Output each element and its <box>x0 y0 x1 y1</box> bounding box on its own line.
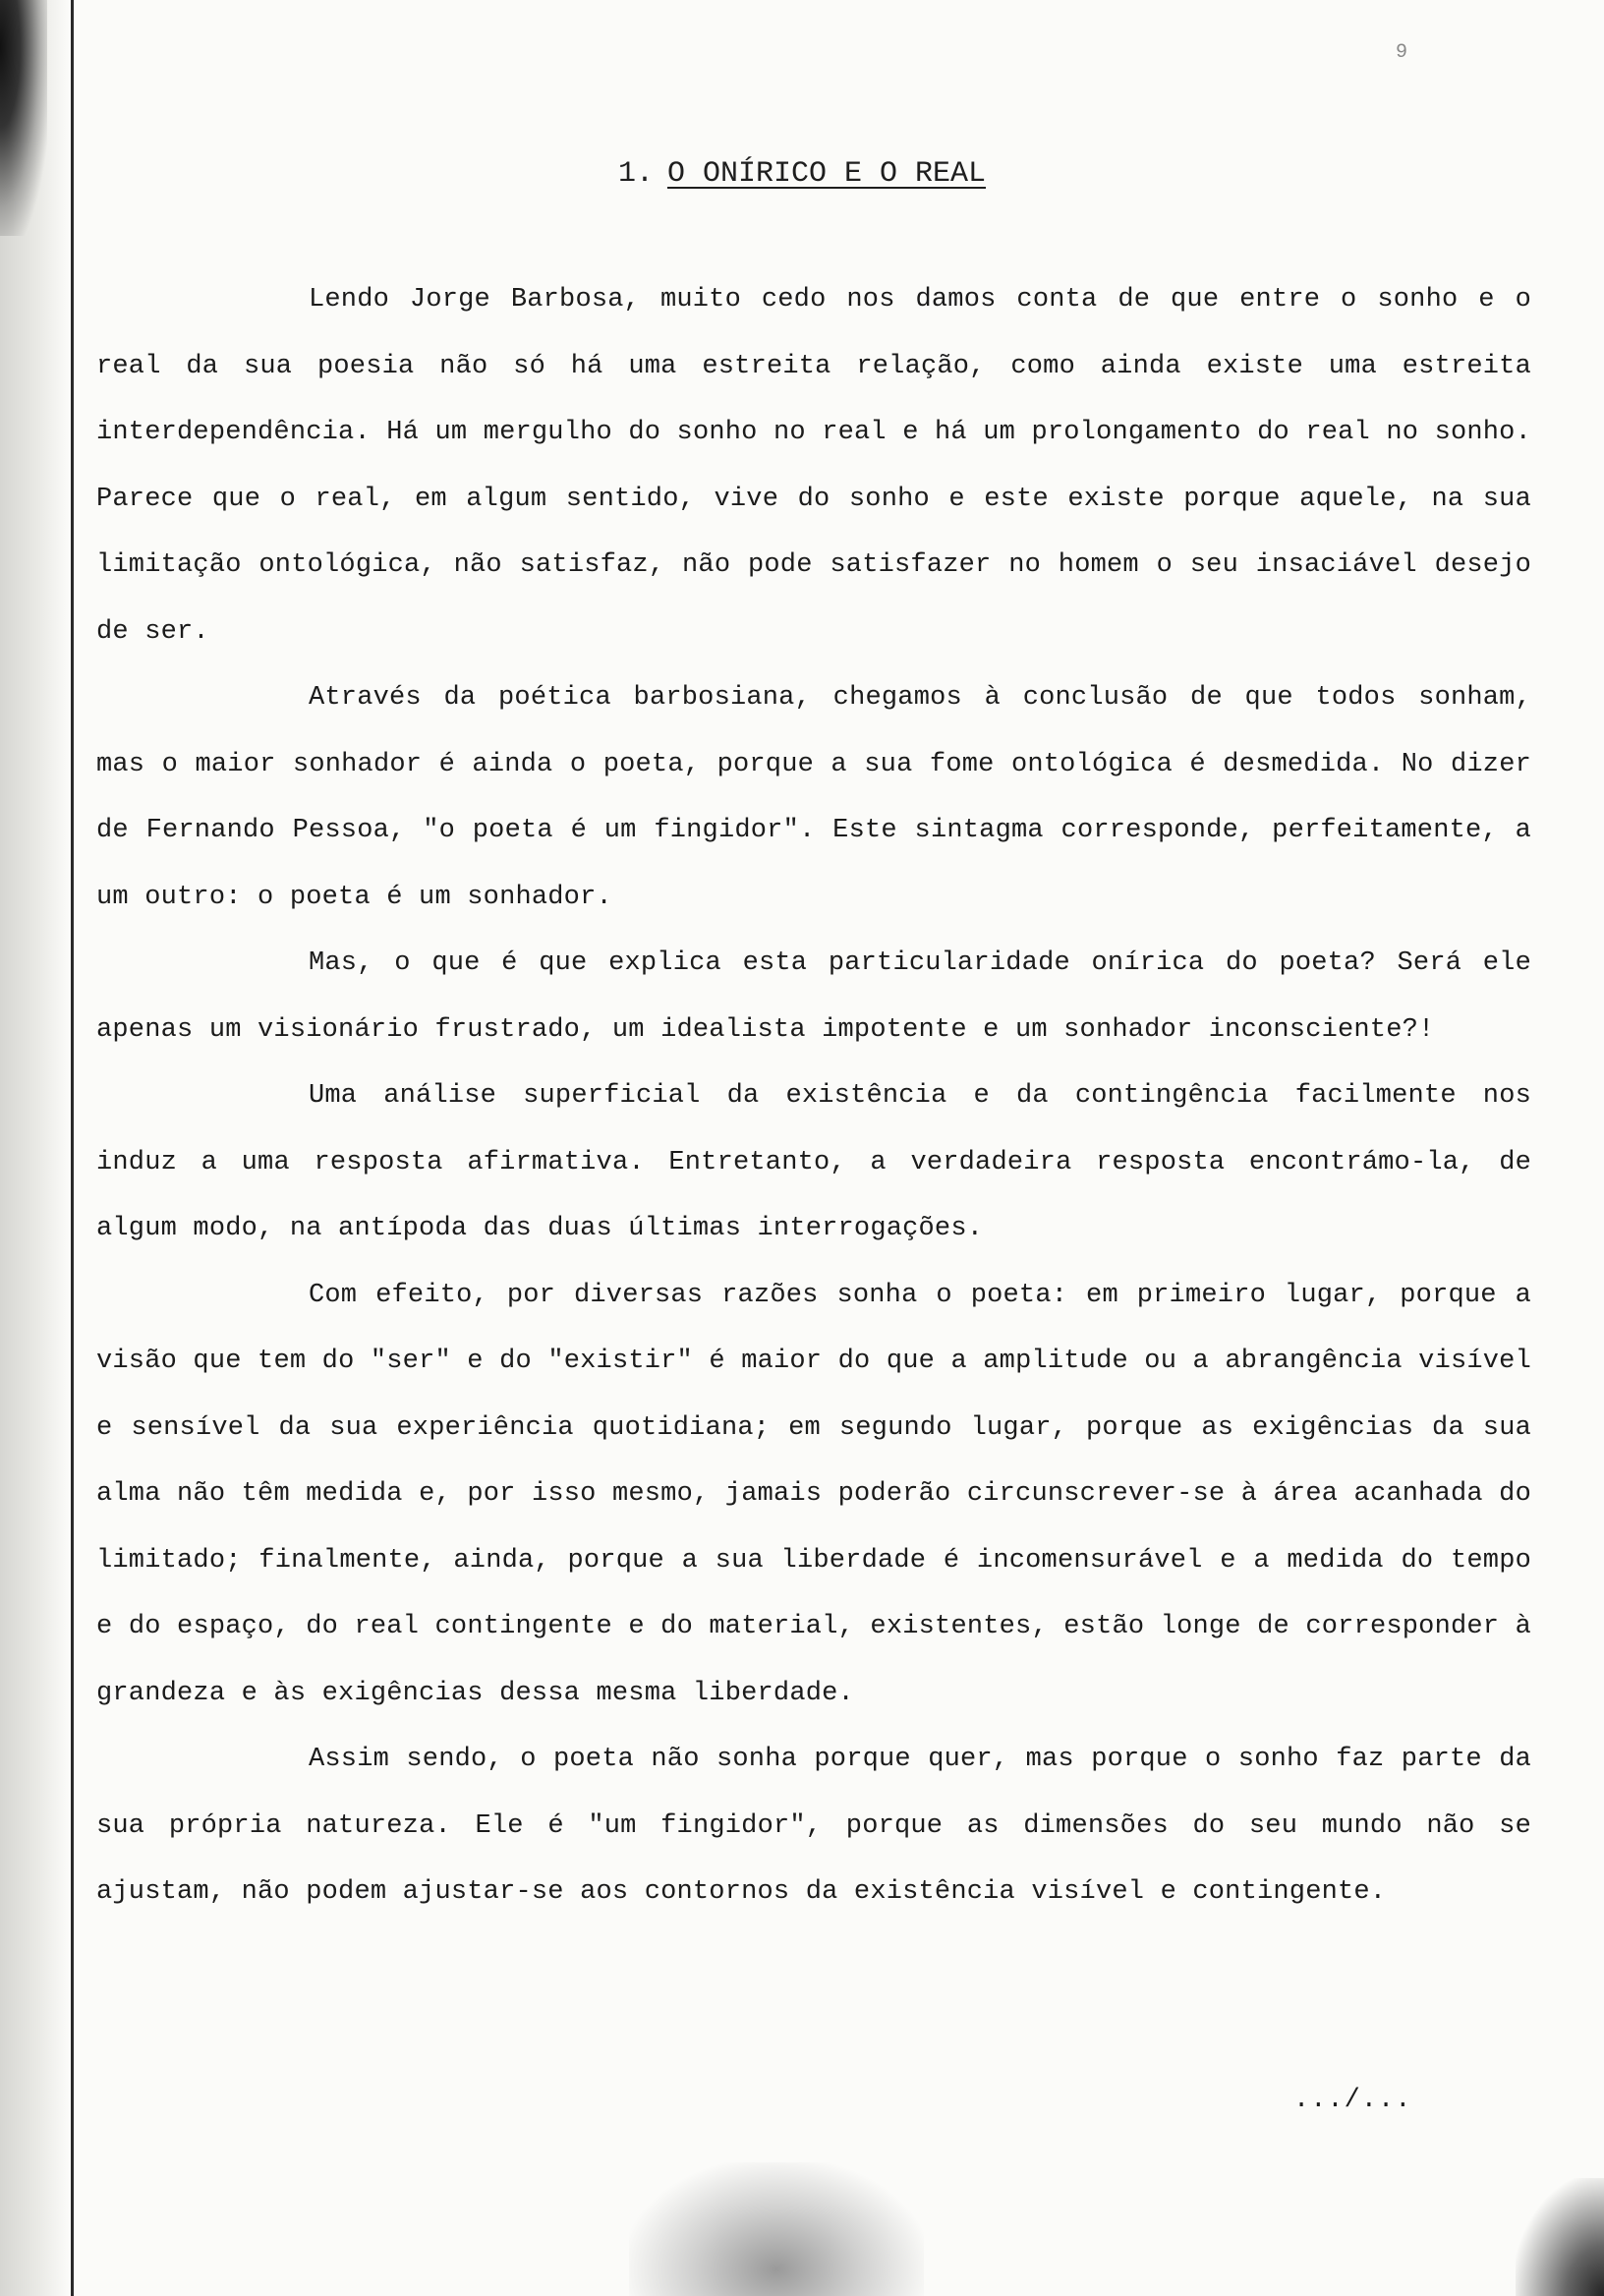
scan-smudge <box>629 2162 924 2296</box>
paragraph: Através da poética barbosiana, chegamos à conclusão de que todos sonham, mas o maior sonhador é ainda o poeta, porque a sua fome ontológica é desmedida. No dizer de Fernando Pessoa, "o poeta é um fingidor". Este sintagma corresponde, perfeitamente, a um outro: o poeta é um sonhador. <box>96 683 1531 912</box>
paragraph: Assim sendo, o poeta não sonha porque quer, mas porque o sonho faz parte da sua própria natureza. Ele é "um fingidor", porque as dimensões do seu mundo não se ajustam, não podem ajustar-se aos contornos da existência visível e contingente. <box>96 1745 1531 1907</box>
body-text <box>96 267 1531 1926</box>
paragraph: Com efeito, por diversas razões sonha o poeta: em primeiro lugar, porque a visão que tem do "ser" e do "existir" é maior do que a amplitude ou a abrangência visível e sensível da sua experiência quotidiana; em segundo lugar, porque as exigências da sua alma não têm medida e, por isso mesmo, jamais poderão circunscrever-se à área acanhada do limitado; finalmente, ainda, porque a sua liberdade é incomensurável e a medida do tempo e do espaço, do real contingente e do material, existentes, estão longe de corresponder à grandeza e às exigências dessa mesma liberdade. <box>96 1280 1531 1708</box>
page-number: 9 <box>1396 41 1408 64</box>
paragraph: Mas, o que é que explica esta particularidade onírica do poeta? Será ele apenas um visionário frustrado, um idealista impotente e um sonhador inconsciente?! <box>96 948 1531 1045</box>
scan-artifact <box>0 0 47 236</box>
paragraph: Uma análise superficial da existência e da contingência facilmente nos induz a uma resposta afirmativa. Entretanto, a verdadeira resposta encontrámo-la, de algum modo, na antípoda das duas últimas interrogações. <box>96 1081 1531 1243</box>
binding-line <box>71 0 74 2296</box>
continuation-mark: .../... <box>1293 2086 1412 2115</box>
section-title <box>0 157 1604 191</box>
section-title-text: O ONÍRICO E O REAL <box>666 157 987 191</box>
scan-edge-shadow <box>0 0 69 2296</box>
section-number: 1. <box>617 157 654 191</box>
scan-corner-shadow <box>1516 2178 1604 2296</box>
paragraph: Lendo Jorge Barbosa, muito cedo nos damos conta de que entre o sonho e o real da sua poesia não só há uma estreita relação, como ainda existe uma estreita interdependência. Há um mergulho do sonho no real e há um prolongamento do real no sonho. Parece que o real, em algum sentido, vive do sonho e este existe porque aquele, na sua limitação ontológica, não satisfaz, não pode satisfazer no homem o seu insaciável desejo de ser. <box>96 285 1531 647</box>
